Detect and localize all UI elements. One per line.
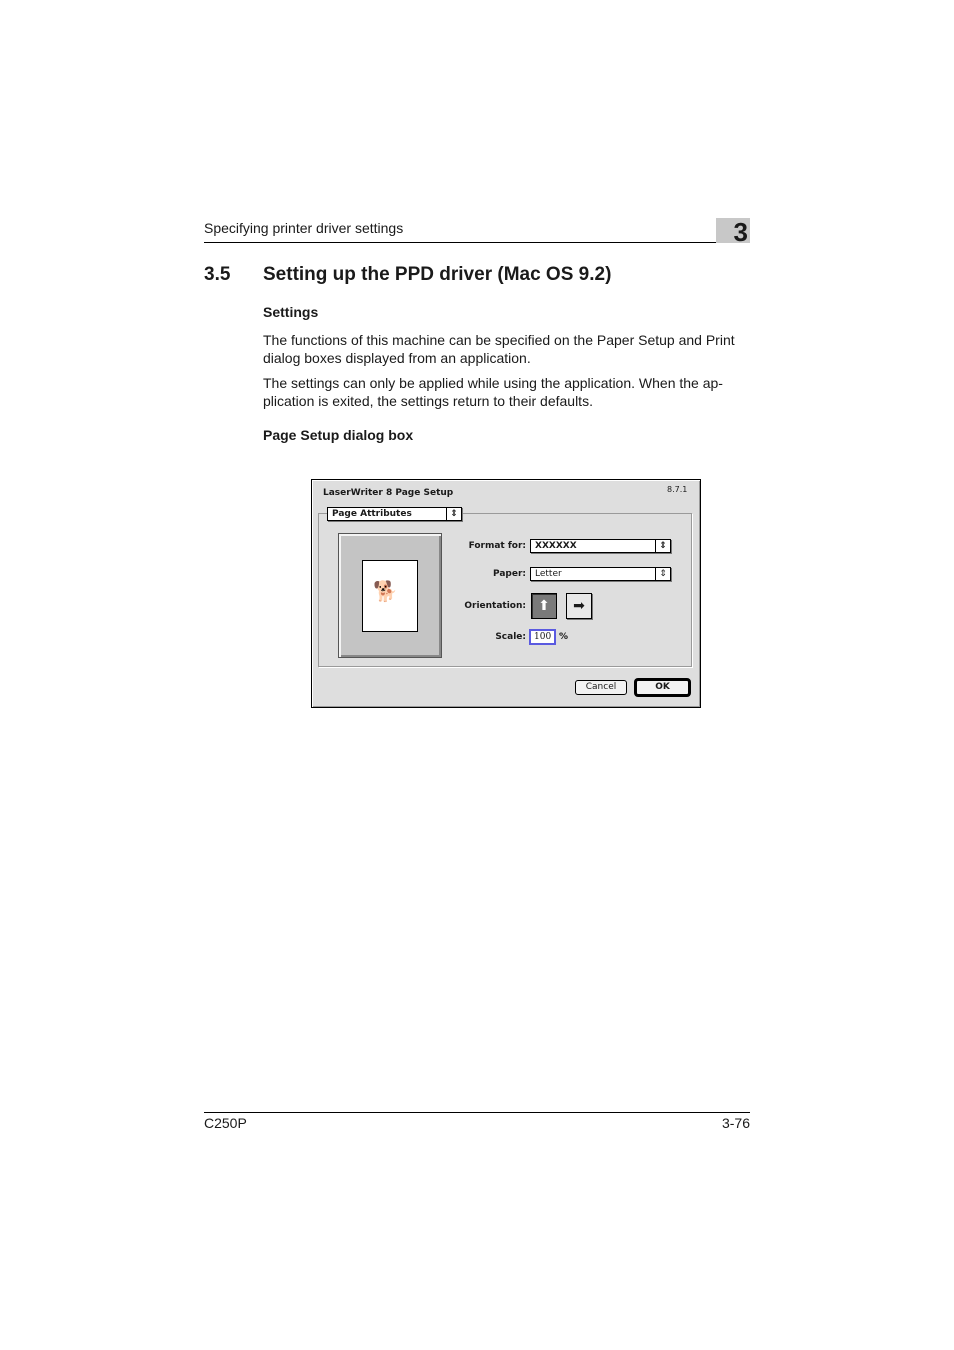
paper-popup[interactable] <box>530 567 671 581</box>
section-number: 3.5 <box>204 264 231 285</box>
paper-label: Paper: <box>492 569 526 579</box>
ok-button[interactable]: OK <box>635 679 690 696</box>
scale-input[interactable]: 100 <box>529 629 556 645</box>
page-setup-heading: Page Setup dialog box <box>263 427 414 443</box>
footer-page-number: 3-76 <box>721 1115 750 1131</box>
landscape-orientation-button[interactable] <box>566 593 592 619</box>
scale-label: Scale: <box>495 632 526 642</box>
chapter-number-badge: 3 <box>716 218 750 243</box>
page-preview <box>362 560 418 632</box>
updown-arrow-icon: ⇕ <box>655 540 670 552</box>
landscape-icon: ➡ <box>573 598 585 614</box>
settings-paragraph-2: The settings can only be applied while using the application. When the ap-plication is exited, the settings return to their defaults. <box>263 375 723 409</box>
dogcow-icon: 🐕 <box>373 579 398 603</box>
format-for-popup[interactable] <box>530 539 671 553</box>
running-header-title: Specifying printer driver settings <box>204 220 404 236</box>
settings-paragraph-1: The functions of this machine can be specified on the Paper Setup and Print dialog boxes displayed from an application. <box>263 332 735 366</box>
footer-rule <box>204 1112 750 1113</box>
orientation-label: Orientation: <box>464 601 526 611</box>
panel-select-value: Page Attributes <box>332 509 412 519</box>
cancel-button[interactable]: Cancel <box>575 680 627 695</box>
dialog-title: LaserWriter 8 Page Setup <box>323 488 454 498</box>
updown-arrow-icon: ⇕ <box>655 568 670 580</box>
format-for-label: Format for: <box>468 541 526 551</box>
dialog-version: 8.7.1 <box>667 485 688 494</box>
portrait-orientation-button[interactable] <box>531 593 557 619</box>
header-rule <box>204 242 716 243</box>
paper-value: Letter <box>535 569 562 579</box>
footer-model: C250P <box>204 1115 247 1131</box>
section-title: Setting up the PPD driver (Mac OS 9.2) <box>263 264 612 285</box>
format-for-value: XXXXXX <box>535 541 577 551</box>
portrait-icon: ⬆ <box>538 598 550 614</box>
panel-select-popup[interactable] <box>327 507 462 521</box>
settings-heading: Settings <box>263 304 319 320</box>
scale-unit: % <box>559 632 569 642</box>
updown-arrow-icon: ⇕ <box>446 508 461 520</box>
page-setup-dialog <box>311 479 701 708</box>
